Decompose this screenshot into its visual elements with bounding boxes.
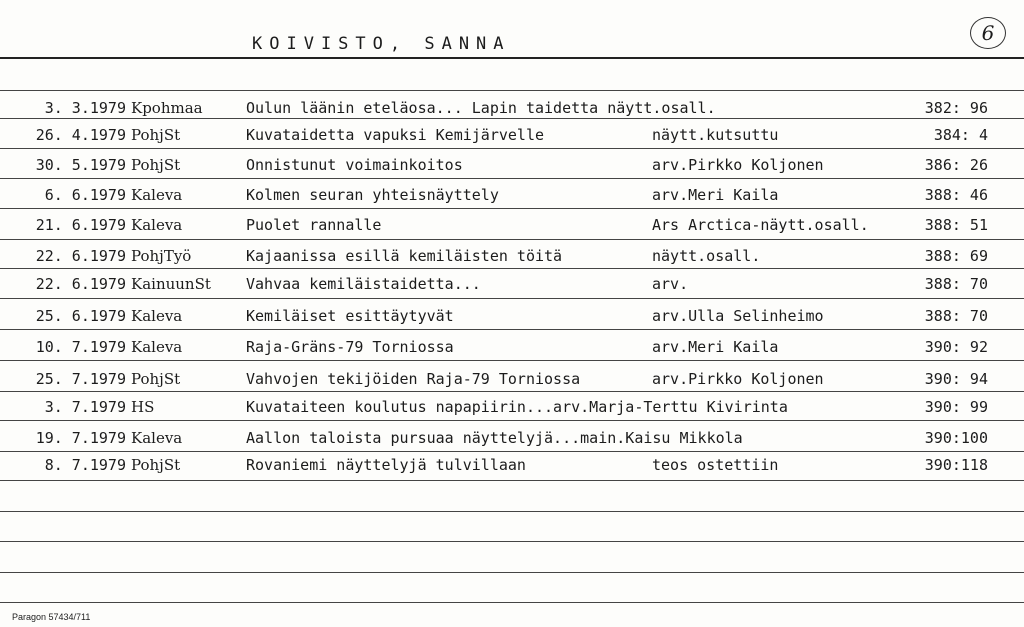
entry-title: Kuvataiteen koulutus napapiirin...arv.Marja-Terttu Kivirinta (246, 398, 788, 416)
entry-source: PohjTyö (131, 247, 192, 265)
entry-title: Kuvataidetta vapuksi Kemijärvelle (246, 126, 545, 144)
entry-date: 10. 7.1979 (35, 338, 126, 356)
ruled-line (0, 602, 1024, 603)
ruled-line (0, 360, 1024, 361)
entry-date: 22. 6.1979 (35, 247, 126, 265)
entry-reference: 390:118 (924, 456, 988, 474)
entry-date: 26. 4.1979 (35, 126, 126, 144)
entry-source: Kaleva (131, 186, 183, 204)
entry-reference: 388: 70 (924, 275, 988, 293)
entry-note: teos ostettiin (652, 456, 779, 474)
entry-reference: 390: 92 (924, 338, 988, 356)
ruled-line (0, 90, 1024, 91)
entry-note: arv.Pirkko Koljonen (652, 370, 824, 388)
entry-source: KainuunSt (131, 275, 211, 293)
entry-title: Onnistunut voimainkoitos (246, 156, 463, 174)
ruled-line (0, 268, 1024, 269)
entry-source: Kaleva (131, 429, 183, 447)
entry-title: Raja-Gräns-79 Torniossa (246, 338, 454, 356)
entry-date: 8. 7.1979 (44, 456, 126, 474)
ruled-line (0, 480, 1024, 481)
entry-reference: 382: 96 (924, 99, 988, 117)
ruled-line (0, 329, 1024, 330)
entry-source: HS (131, 398, 155, 416)
entry-reference: 390: 99 (924, 398, 988, 416)
entry-title: Aallon taloista pursuaa näyttelyjä...main.Kaisu Mikkola (246, 429, 743, 447)
entry-source: Kaleva (131, 307, 183, 325)
entry-source: Kaleva (131, 338, 183, 356)
entry-note: arv.Pirkko Koljonen (652, 156, 824, 174)
entry-note: arv.Meri Kaila (652, 186, 779, 204)
entry-reference: 388: 69 (924, 247, 988, 265)
ruled-line (0, 391, 1024, 392)
entry-reference: 390:100 (924, 429, 988, 447)
ruled-line (0, 511, 1024, 512)
entry-date: 25. 7.1979 (35, 370, 126, 388)
ruled-line (0, 420, 1024, 421)
entry-note: näytt.osall. (652, 247, 761, 265)
entry-source: Kpohmaa (131, 99, 203, 117)
entry-note: arv.Meri Kaila (652, 338, 779, 356)
entry-date: 3. 7.1979 (44, 398, 126, 416)
entry-title: Puolet rannalle (246, 216, 382, 234)
entry-reference: 388: 51 (924, 216, 988, 234)
ruled-line (0, 148, 1024, 149)
entry-title: Vahvaa kemiläistaidetta... (246, 275, 481, 293)
entry-title: Kolmen seuran yhteisnäyttely (246, 186, 499, 204)
entry-source: PohjSt (131, 456, 181, 474)
entry-title: Rovaniemi näyttelyjä tulvillaan (246, 456, 526, 474)
ruled-line (0, 572, 1024, 573)
entry-title: Kemiläiset esittäytyvät (246, 307, 454, 325)
entry-note: Ars Arctica-näytt.osall. (652, 216, 869, 234)
card-header-name: KOIVISTO, SANNA (252, 34, 511, 54)
entry-note: näytt.kutsuttu (652, 126, 779, 144)
entry-source: PohjSt (131, 156, 181, 174)
ruled-line (0, 239, 1024, 240)
page-number-mark: 6 (970, 17, 1006, 49)
entry-reference: 390: 94 (924, 370, 988, 388)
ruled-line (0, 208, 1024, 209)
entry-reference: 388: 46 (924, 186, 988, 204)
entry-reference: 386: 26 (924, 156, 988, 174)
entry-reference: 388: 70 (924, 307, 988, 325)
entry-date: 19. 7.1979 (35, 429, 126, 447)
entry-note: arv. (652, 275, 689, 293)
entry-source: Kaleva (131, 216, 183, 234)
entry-date: 3. 3.1979 (44, 99, 126, 117)
entry-title: Oulun läänin eteläosa... Lapin taidetta näytt.osall. (246, 99, 716, 117)
ruled-line (0, 451, 1024, 452)
entry-date: 21. 6.1979 (35, 216, 126, 234)
ruled-line (0, 541, 1024, 542)
entry-date: 25. 6.1979 (35, 307, 126, 325)
ruled-line (0, 298, 1024, 299)
entry-note: arv.Ulla Selinheimo (652, 307, 824, 325)
entry-date: 6. 6.1979 (44, 186, 126, 204)
header-rule (0, 57, 1024, 59)
printer-footer: Paragon 57434/711 (12, 612, 91, 622)
entry-title: Kajaanissa esillä kemiläisten töitä (246, 247, 563, 265)
entry-date: 30. 5.1979 (35, 156, 126, 174)
entry-date: 22. 6.1979 (35, 275, 126, 293)
entry-reference: 384: 4 (933, 126, 988, 144)
ruled-line (0, 178, 1024, 179)
entry-title: Vahvojen tekijöiden Raja-79 Torniossa (246, 370, 581, 388)
entry-source: PohjSt (131, 126, 181, 144)
entry-source: PohjSt (131, 370, 181, 388)
ruled-line (0, 118, 1024, 119)
